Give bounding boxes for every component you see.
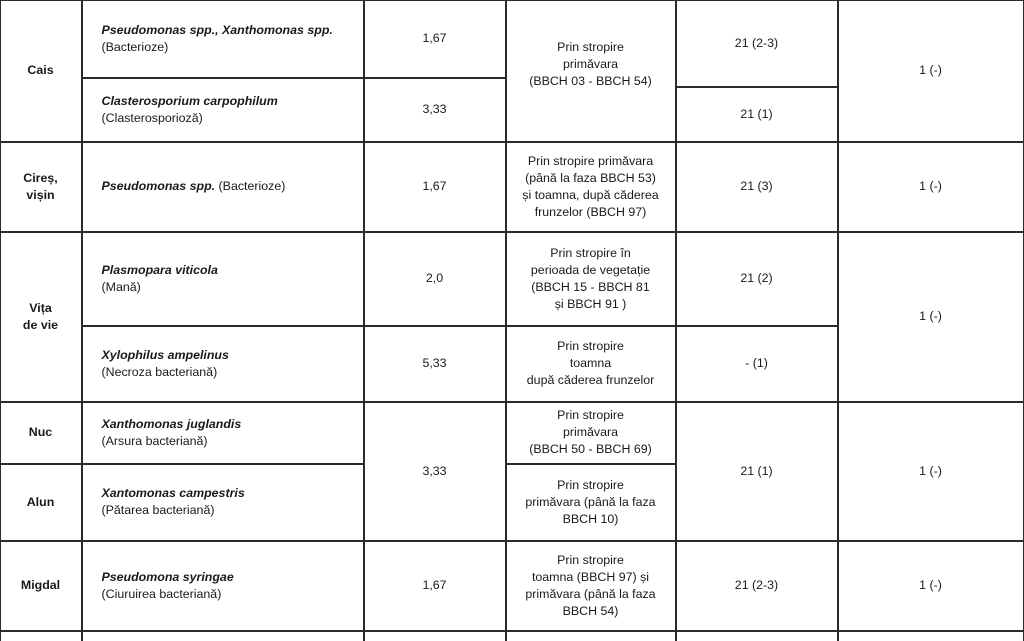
pathogen-scientific-name: Xanthomonas juglandis	[101, 416, 242, 431]
pathogen-scientific-name: Xylophilus ampelinus	[101, 347, 229, 362]
treatments-cell	[676, 402, 838, 541]
method-line: toamna	[569, 356, 612, 370]
next-row-cell	[364, 631, 506, 641]
crop-cell-nuc	[0, 402, 82, 464]
next-row-cell	[676, 631, 838, 641]
treatments-value: - (1)	[745, 356, 768, 370]
dose-cell	[364, 402, 506, 541]
method-line: Prin stropire	[557, 408, 624, 422]
pathogen-common-name: (Mană)	[101, 279, 141, 294]
method-line: toamna (BBCH 97) și	[531, 569, 650, 584]
pathogen-cell	[82, 464, 364, 541]
treatments-value: 21 (1)	[740, 106, 773, 121]
pathogen-common-name: (Clasterosporioză)	[101, 110, 203, 125]
dose-value: 3,33	[422, 463, 447, 478]
next-row-cell	[0, 631, 82, 641]
application-method-cell	[506, 464, 676, 541]
method-line: BBCH 10)	[562, 511, 619, 526]
pathogen-common-name: (Pătarea bacteriană)	[101, 503, 215, 517]
treatments-cell	[676, 87, 838, 142]
method-line: (BBCH 50 - BBCH 69)	[529, 442, 652, 456]
crop-name: de vie	[22, 317, 59, 332]
method-line: (până la faza BBCH 53)	[525, 170, 656, 185]
treatments-cell	[676, 541, 838, 631]
crop-cell-vita-de-vie	[0, 232, 82, 402]
dose-cell	[364, 0, 506, 78]
treatments-cell	[676, 0, 838, 87]
method-line: și toamna, după căderea	[522, 187, 659, 202]
dose-value: 3,33	[422, 102, 447, 116]
next-row-cell	[838, 631, 1024, 641]
crop-name: Nuc	[28, 425, 53, 439]
treatments-value: 21 (1)	[740, 463, 773, 478]
method-line: primăvara (până la faza	[525, 494, 656, 509]
pathogen-common-name: (Necroza bacteriană)	[101, 364, 218, 379]
pathogen-scientific-name: Xantomonas campestris	[101, 486, 245, 500]
pathogen-scientific-name: Pseudomona syringae	[101, 569, 234, 584]
treatments-value: 21 (2-3)	[734, 35, 779, 50]
next-row-cell	[506, 631, 676, 641]
pathogen-common-name: (Arsura bacteriană)	[101, 433, 208, 448]
phi-cell	[838, 402, 1024, 541]
phi-cell	[838, 0, 1024, 142]
phi-value: 1 (-)	[919, 309, 942, 323]
pathogen-cell	[82, 541, 364, 631]
pathogen-cell	[82, 232, 364, 326]
phi-value: 1 (-)	[919, 463, 942, 478]
method-line: Prin stropire	[557, 339, 624, 353]
pathogen-scientific-name: Clasterosporium carpophilum	[101, 93, 278, 108]
dose-cell	[364, 78, 506, 142]
method-line: Prin stropire	[557, 552, 624, 567]
method-line: Prin stropire în	[550, 245, 631, 260]
pathogen-cell	[82, 142, 364, 232]
method-line: perioada de vegetație	[530, 262, 651, 277]
crop-name: Vița	[29, 300, 52, 315]
dose-cell	[364, 541, 506, 631]
pathogen-scientific-name: Pseudomonas spp., Xanthomonas spp.	[101, 22, 333, 37]
pathogen-cell	[82, 78, 364, 142]
method-line: (BBCH 03 - BBCH 54)	[529, 74, 652, 88]
crop-cell-cais	[0, 0, 82, 142]
dose-value: 5,33	[422, 356, 447, 370]
dose-cell	[364, 326, 506, 402]
method-line: (BBCH 15 - BBCH 81	[531, 279, 650, 294]
method-line: Prin stropire primăvara	[527, 153, 654, 168]
dose-cell	[364, 142, 506, 232]
method-line: primăvara	[562, 425, 619, 439]
application-method-cell	[506, 142, 676, 232]
next-row-cell	[82, 631, 364, 641]
crop-name: Migdal	[20, 578, 61, 592]
pathogen-common-name: (Bacterioze)	[101, 39, 169, 54]
method-line: frunzelor (BBCH 97)	[534, 204, 647, 219]
dose-value: 1,67	[422, 31, 447, 45]
treatments-value: 21 (3)	[740, 179, 773, 193]
method-line: după căderea frunzelor	[526, 373, 655, 387]
phi-value: 1 (-)	[919, 63, 942, 77]
pathogen-scientific-name: Pseudomonas spp.	[101, 179, 216, 193]
phi-cell	[838, 142, 1024, 232]
crop-name: Cireș,	[23, 170, 58, 185]
dose-value: 1,67	[422, 179, 447, 193]
crop-cell-alun	[0, 464, 82, 541]
application-method-cell	[506, 0, 676, 142]
treatments-cell	[676, 142, 838, 232]
dose-value: 1,67	[422, 578, 447, 592]
pathogen-common-name: (Ciuruirea bacteriană)	[101, 586, 222, 601]
pathogen-cell	[82, 326, 364, 402]
method-line: Prin stropire	[557, 477, 624, 492]
application-method-cell	[506, 402, 676, 464]
phi-cell	[838, 541, 1024, 631]
method-line: Prin stropire	[557, 40, 624, 54]
dose-cell	[364, 232, 506, 326]
crop-name: vișin	[26, 187, 55, 202]
pathogen-scientific-name: Plasmopara viticola	[101, 262, 218, 277]
pathogen-cell	[82, 402, 364, 464]
treatments-cell	[676, 326, 838, 402]
dose-value: 2,0	[425, 271, 444, 285]
method-line: primăvara	[562, 57, 619, 71]
crop-name: Alun	[26, 494, 55, 509]
phi-value: 1 (-)	[919, 578, 942, 592]
treatments-value: 21 (2-3)	[734, 578, 779, 592]
application-method-cell	[506, 232, 676, 326]
treatments-cell	[676, 232, 838, 326]
crop-cell-cires-visin	[0, 142, 82, 232]
method-line: BBCH 54)	[562, 603, 619, 618]
phi-value: 1 (-)	[919, 179, 942, 193]
application-method-cell	[506, 326, 676, 402]
pathogen-cell	[82, 0, 364, 78]
phi-cell	[838, 232, 1024, 402]
pathogen-common-name: (Bacterioze)	[215, 179, 286, 193]
treatments-value: 21 (2)	[740, 271, 773, 285]
application-method-cell	[506, 541, 676, 631]
crop-name: Cais	[27, 63, 54, 77]
crop-cell-migdal	[0, 541, 82, 631]
method-line: și BBCH 91 )	[554, 296, 627, 311]
method-line: primăvara (până la faza	[525, 586, 656, 601]
